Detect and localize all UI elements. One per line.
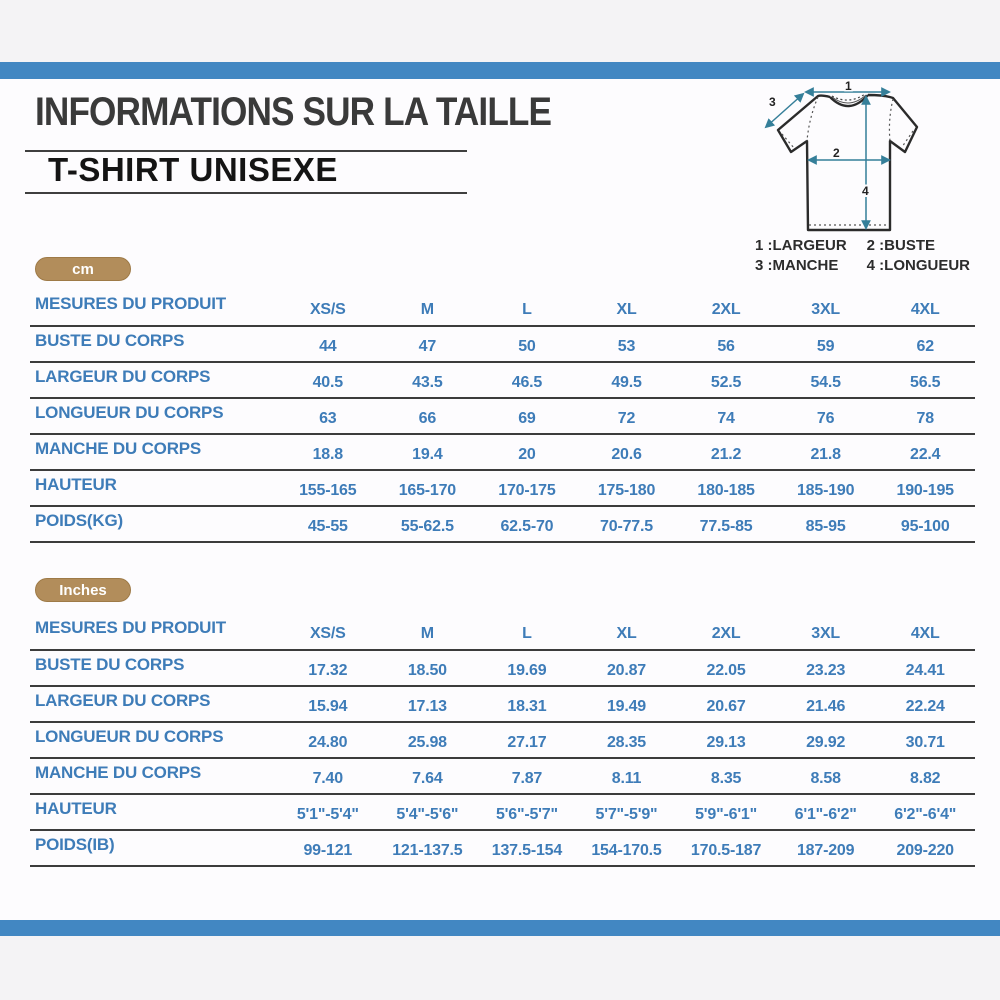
table-row xyxy=(30,831,975,867)
measurement-value: 17.13 xyxy=(407,698,447,715)
measurement-value: 72 xyxy=(617,410,636,427)
measurement-value: 22.4 xyxy=(910,446,941,463)
table-row xyxy=(30,327,975,363)
row-label: POIDS(IB) xyxy=(35,835,115,854)
tshirt-outline xyxy=(778,95,917,230)
measurement-value: 5'9"-6'1" xyxy=(695,806,758,823)
measurement-value: 185-190 xyxy=(796,482,855,499)
row-label: LONGUEUR DU CORPS xyxy=(35,403,224,422)
row-label: BUSTE DU CORPS xyxy=(35,655,185,674)
measurement-value: 175-180 xyxy=(597,482,656,499)
table-header-row xyxy=(30,290,975,327)
marker-3: 3 xyxy=(769,95,776,109)
measurement-value: 78 xyxy=(916,410,934,427)
measurement-value: 63 xyxy=(319,410,337,427)
measurement-value: 29.13 xyxy=(706,734,746,751)
tshirt-armhole-seam-right xyxy=(889,99,893,141)
measurement-value: 137.5-154 xyxy=(491,842,563,859)
measurement-value: 70-77.5 xyxy=(600,518,653,535)
measurement-value: 46.5 xyxy=(511,374,543,391)
table-row xyxy=(30,687,975,723)
measurement-value: 23.23 xyxy=(806,662,846,679)
column-header-measures: MESURES DU PRODUIT xyxy=(35,618,226,637)
measurement-value: 76 xyxy=(816,410,835,427)
unit-badge-cm: cm xyxy=(35,257,131,281)
column-header-size-4XL: 4XL xyxy=(910,625,940,642)
measurement-value: 20.6 xyxy=(611,446,642,463)
measurement-value: 190-195 xyxy=(896,482,954,499)
measurement-value: 5'7"-5'9" xyxy=(595,806,658,823)
marker-2: 2 xyxy=(833,146,840,160)
measurement-value: 54.5 xyxy=(810,374,841,391)
measurement-value: 5'4"-5'6" xyxy=(396,806,459,823)
column-header-size-M: M xyxy=(420,301,434,318)
measurement-value: 45-55 xyxy=(307,518,348,535)
measurement-value: 18.8 xyxy=(312,446,343,463)
measurement-value: 85-95 xyxy=(805,518,846,535)
row-label: HAUTEUR xyxy=(35,799,117,818)
measurement-value: 180-185 xyxy=(697,482,755,499)
measurement-value: 22.24 xyxy=(905,698,945,715)
measurement-value: 8.58 xyxy=(810,770,841,787)
measurement-value: 59 xyxy=(816,338,835,355)
measurement-value: 6'2"-6'4" xyxy=(894,806,957,823)
row-label: BUSTE DU CORPS xyxy=(35,331,185,350)
measurement-value: 30.71 xyxy=(905,734,945,751)
diagram-legend xyxy=(755,237,970,274)
size-table-cm xyxy=(30,290,975,543)
row-label: LARGEUR DU CORPS xyxy=(35,367,211,386)
column-header-size-2XL: 2XL xyxy=(711,301,741,318)
size-table-inches xyxy=(30,614,975,867)
measurement-value: 5'6"-5'7" xyxy=(495,806,558,823)
measurement-value: 95-100 xyxy=(900,518,950,535)
measurement-value: 170.5-187 xyxy=(690,842,762,859)
column-header-size-XL: XL xyxy=(616,301,637,318)
measurement-value: 170-175 xyxy=(498,482,556,499)
row-label: LARGEUR DU CORPS xyxy=(35,691,211,710)
measurement-value: 21.2 xyxy=(710,446,742,463)
legend-item-longueur: 4 :LONGUEUR xyxy=(866,257,971,274)
measurement-value: 7.40 xyxy=(312,770,343,787)
column-header-size-XS/S: XS/S xyxy=(309,301,346,318)
column-header-size-XL: XL xyxy=(616,625,637,642)
measurement-value: 66 xyxy=(418,410,437,427)
bottom-accent-bar xyxy=(0,920,1000,936)
measurement-value: 49.5 xyxy=(611,374,642,391)
row-label: HAUTEUR xyxy=(35,475,117,494)
measurement-value: 27.17 xyxy=(507,734,547,751)
measurement-value: 62.5-70 xyxy=(500,518,554,535)
row-label: POIDS(KG) xyxy=(35,511,123,530)
measurement-value: 165-170 xyxy=(398,482,457,499)
measurement-value: 7.87 xyxy=(511,770,543,787)
measurement-value: 19.49 xyxy=(606,698,647,715)
measurement-value: 99-121 xyxy=(303,842,353,859)
subtitle-rule-bottom xyxy=(25,192,467,194)
measurement-value: 209-220 xyxy=(896,842,954,859)
column-header-size-4XL: 4XL xyxy=(910,301,940,318)
measurement-value: 20.67 xyxy=(706,698,746,715)
measurement-value: 19.4 xyxy=(412,446,443,463)
column-header-size-L: L xyxy=(522,625,532,642)
table-row xyxy=(30,471,975,507)
measurement-value: 121-137.5 xyxy=(392,842,463,859)
measurement-value: 28.35 xyxy=(606,734,647,751)
measurement-value: 8.82 xyxy=(910,770,941,787)
row-label: MANCHE DU CORPS xyxy=(35,439,202,458)
measurement-value: 187-209 xyxy=(796,842,855,859)
measurement-value: 24.41 xyxy=(905,662,945,679)
row-label: MANCHE DU CORPS xyxy=(35,763,202,782)
table-row xyxy=(30,507,975,543)
unit-badge-inches: Inches xyxy=(35,578,131,602)
measurement-value: 22.05 xyxy=(706,662,746,679)
measurement-value: 29.92 xyxy=(806,734,846,751)
table-row xyxy=(30,363,975,399)
measurement-value: 47 xyxy=(418,338,437,355)
measurement-value: 18.31 xyxy=(507,698,547,715)
column-header-measures: MESURES DU PRODUIT xyxy=(35,294,226,313)
measurement-value: 155-165 xyxy=(299,482,357,499)
measurement-value: 20.87 xyxy=(606,662,647,679)
column-header-size-3XL: 3XL xyxy=(811,301,840,318)
measurement-value: 18.50 xyxy=(407,662,447,679)
measurement-value: 56 xyxy=(717,338,735,355)
table-row xyxy=(30,651,975,687)
table-row xyxy=(30,795,975,831)
page-title: INFORMATIONS SUR LA TAILLE xyxy=(35,90,552,134)
column-header-size-3XL: 3XL xyxy=(811,625,840,642)
table-row xyxy=(30,399,975,435)
marker-1: 1 xyxy=(845,80,852,93)
measurement-value: 25.98 xyxy=(407,734,447,751)
column-header-size-M: M xyxy=(420,625,434,642)
measurement-value: 7.64 xyxy=(412,770,443,787)
table-row xyxy=(30,723,975,759)
measurement-value: 53 xyxy=(617,338,636,355)
tshirt-measurement-diagram-icon xyxy=(735,80,975,235)
legend-item-largeur: 1 :LARGEUR xyxy=(755,237,847,254)
table-row xyxy=(30,759,975,795)
measurement-value: 52.5 xyxy=(710,374,742,391)
measurement-value: 44 xyxy=(319,338,337,355)
measurement-value: 15.94 xyxy=(308,698,348,715)
measurement-value: 69 xyxy=(518,410,536,427)
column-header-size-2XL: 2XL xyxy=(711,625,741,642)
legend-item-manche: 3 :MANCHE xyxy=(755,257,839,274)
column-header-size-L: L xyxy=(522,301,532,318)
marker-4: 4 xyxy=(862,184,869,198)
measurement-value: 43.5 xyxy=(412,374,443,391)
measurement-value: 5'1"-5'4" xyxy=(296,806,359,823)
measurement-value: 55-62.5 xyxy=(400,518,454,535)
table-row xyxy=(30,435,975,471)
measurement-value: 74 xyxy=(717,410,735,427)
measurement-value: 56.5 xyxy=(910,374,941,391)
measurement-value: 20 xyxy=(518,446,536,463)
column-header-size-XS/S: XS/S xyxy=(309,625,346,642)
measurement-value: 40.5 xyxy=(312,374,343,391)
measurement-value: 17.32 xyxy=(308,662,348,679)
measurement-value: 154-170.5 xyxy=(591,842,662,859)
row-label: LONGUEUR DU CORPS xyxy=(35,727,224,746)
measurement-value: 6'1"-6'2" xyxy=(794,806,857,823)
measurement-value: 21.8 xyxy=(810,446,841,463)
measurement-value: 77.5-85 xyxy=(699,518,753,535)
measurement-value: 8.11 xyxy=(611,770,642,787)
measurement-value: 24.80 xyxy=(308,734,348,751)
top-accent-bar xyxy=(0,62,1000,79)
measurement-value: 62 xyxy=(916,338,934,355)
measurement-value: 50 xyxy=(518,338,536,355)
measurement-value: 19.69 xyxy=(507,662,547,679)
measurement-value: 8.35 xyxy=(710,770,742,787)
table-header-row xyxy=(30,614,975,651)
product-subtitle: T-SHIRT UNISEXE xyxy=(48,151,338,188)
legend-item-buste: 2 :BUSTE xyxy=(866,237,936,254)
measurement-value: 21.46 xyxy=(806,698,846,715)
